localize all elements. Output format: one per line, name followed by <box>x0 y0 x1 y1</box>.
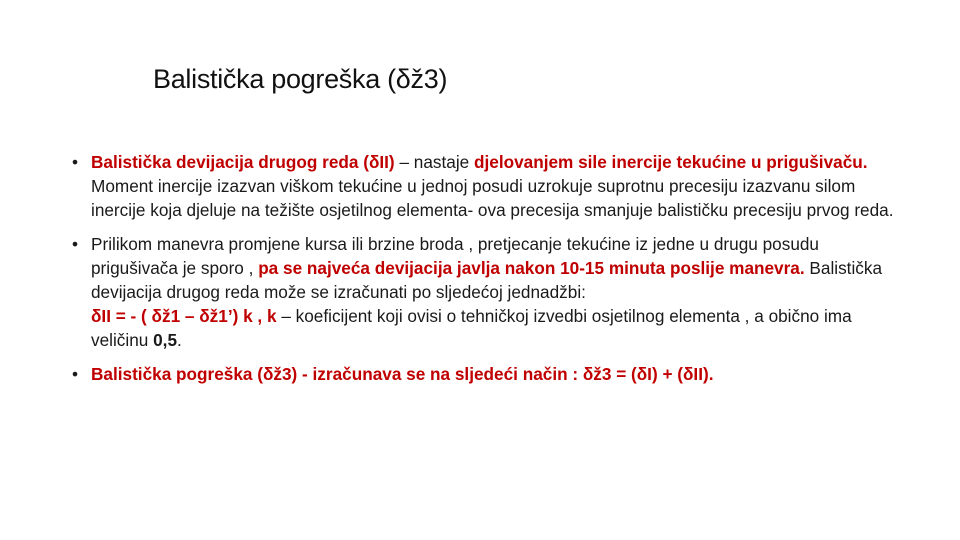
bullet-2-formula: δII = - ( δž1 – δž1’) k , k <box>91 306 277 326</box>
bullet-1-text-a: – nastaje <box>394 152 474 172</box>
bullet-marker: • <box>72 152 79 172</box>
bullet-marker: • <box>72 364 79 384</box>
slide-title: Balistička pogreška (δž3) <box>153 64 448 94</box>
bullet-2-text-a: Prilikom manevra promjene kursa ili brzine broda , pretjecanje tekućine iz jedne u drugu posudu prigušivača je sporo , <box>91 234 819 278</box>
bullet-2-text-b: Balistička devijacija drugog reda može se izračunati po sljedećoj jednadžbi: <box>91 258 883 302</box>
bullet-1-text-b: Moment inercije izazvan viškom tekućine u jednoj posudi uzrokuje suprotnu precesiju izazvanu silom inercije koja djeluje na težište osjetilnog elementa- ova precesija smanjuje balističku precesiju prvog reda. <box>91 176 894 220</box>
bullet-2-text-d: . <box>177 330 182 350</box>
bullet-item-3 <box>72 362 902 386</box>
bullet-1-emphasis: djelovanjem sile inercije tekućine u prigušivaču. <box>473 152 868 172</box>
bullet-2-text-c: – koeficijent koji ovisi o tehničkoj izvedbi osjetilnog elementa , a obično ima veličinu <box>91 306 852 350</box>
bullet-1-heading: Balistička devijacija drugog reda (δII) <box>91 152 395 172</box>
bullet-marker: • <box>72 234 79 254</box>
bullet-2-formula-line <box>91 304 902 352</box>
bullet-item-1 <box>72 150 902 222</box>
bullet-3-text: Balistička pogreška (δž3) - izračunava se na sljedeći način : δž3 = (δI) + (δII). <box>91 364 714 384</box>
bullet-2-emphasis: pa se najveća devijacija javlja nakon 10-15 minuta poslije manevra. <box>258 258 805 278</box>
bullet-list <box>72 150 902 396</box>
bullet-2-value: 0,5 <box>153 330 178 350</box>
bullet-item-2 <box>72 232 902 352</box>
